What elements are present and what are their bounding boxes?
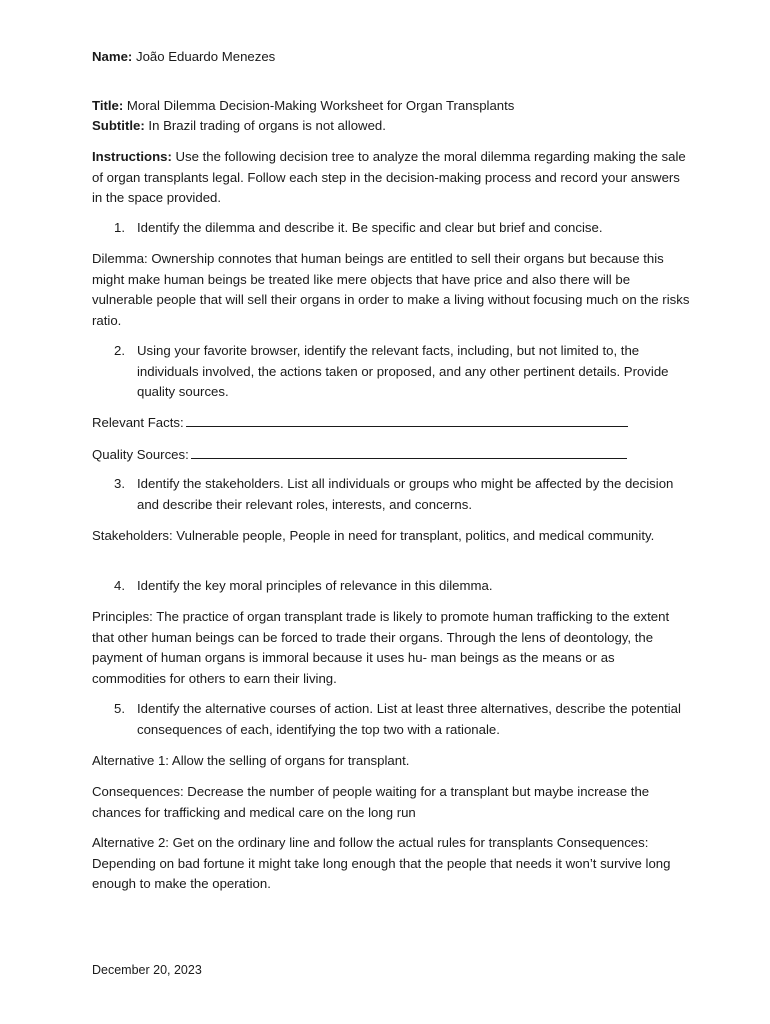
quality-sources-blank[interactable] <box>191 444 627 459</box>
instructions-label: Instructions: <box>92 149 172 164</box>
step-number: 1. <box>114 220 125 235</box>
footer-date: December 20, 2023 <box>92 963 202 977</box>
dilemma-answer: Dilemma: Ownership connotes that human beings are entitled to sell their organs but because this might make human beings be treated like mere objects that have price and also there will be vulnerable people that will sell their organs in order to make a living without focusing much on the risks ratio. <box>92 251 690 328</box>
name-label: Name: <box>92 49 133 64</box>
alternative-1: Alternative 1: Allow the selling of organs for transplant. <box>92 753 410 768</box>
step-text: Identify the dilemma and describe it. Be specific and clear but brief and concise. <box>137 220 603 235</box>
step-number: 5. <box>114 701 125 716</box>
step-text: Identify the alternative courses of action. List at least three alternatives, describe the potential consequences of each, identifying the top two with a rationale. <box>137 701 681 737</box>
relevant-facts-label: Relevant Facts: <box>92 415 184 430</box>
step-1 <box>92 218 692 239</box>
relevant-facts-blank[interactable] <box>186 412 628 427</box>
quality-sources-label: Quality Sources: <box>92 447 189 462</box>
step-4 <box>92 576 692 597</box>
quality-sources-line <box>92 444 692 466</box>
alternative-2: Alternative 2: Get on the ordinary line and follow the actual rules for transplants Consequences: Depending on bad fortune it might take long enough that the people that needs it won’t survive long enough to make the operation. <box>92 835 671 892</box>
instructions-paragraph <box>92 147 692 209</box>
step-5 <box>92 699 692 740</box>
consequences-1: Consequences: Decrease the number of people waiting for a transplant but maybe increase the chances for trafficking and medical care on the long run <box>92 784 650 820</box>
step-text: Identify the stakeholders. List all individuals or groups who might be affected by the decision and describe their relevant roles, interests, and concerns. <box>137 476 674 512</box>
step-text: Using your favorite browser, identify the relevant facts, including, but not limited to, the individuals involved, the actions taken or proposed, and any other pertinent details. Provide quality sources. <box>137 343 669 400</box>
subtitle-label: Subtitle: <box>92 118 145 133</box>
instructions-text: Use the following decision tree to analyze the moral dilemma regarding making the sale of organ transplants legal. Follow each step in the decision-making process and record your answers in the space provided. <box>92 149 686 206</box>
principles-answer: Principles: The practice of organ transplant trade is likely to promote human trafficking to the extent that other human beings can be forced to trade their organs. Through the lens of deontology, the payment of human organs is immoral because it uses hu- man beings as the means or as commodities for others to earn their living. <box>92 609 670 686</box>
step-2 <box>92 341 692 403</box>
title-value: Moral Dilemma Decision-Making Worksheet for Organ Transplants <box>123 98 515 113</box>
subtitle-line <box>92 116 692 137</box>
step-text: Identify the key moral principles of relevance in this dilemma. <box>137 578 493 593</box>
step-number: 2. <box>114 343 125 358</box>
title-line <box>92 96 692 117</box>
title-label: Title: <box>92 98 124 113</box>
name-value: João Eduardo Menezes <box>132 49 276 64</box>
step-number: 4. <box>114 578 125 593</box>
name-line <box>92 47 692 68</box>
stakeholders-answer: Stakeholders: Vulnerable people, People in need for transplant, politics, and medical community. <box>92 528 655 543</box>
step-3 <box>92 474 692 515</box>
step-number: 3. <box>114 476 125 491</box>
subtitle-value: In Brazil trading of organs is not allowed. <box>144 118 386 133</box>
relevant-facts-line <box>92 412 692 434</box>
